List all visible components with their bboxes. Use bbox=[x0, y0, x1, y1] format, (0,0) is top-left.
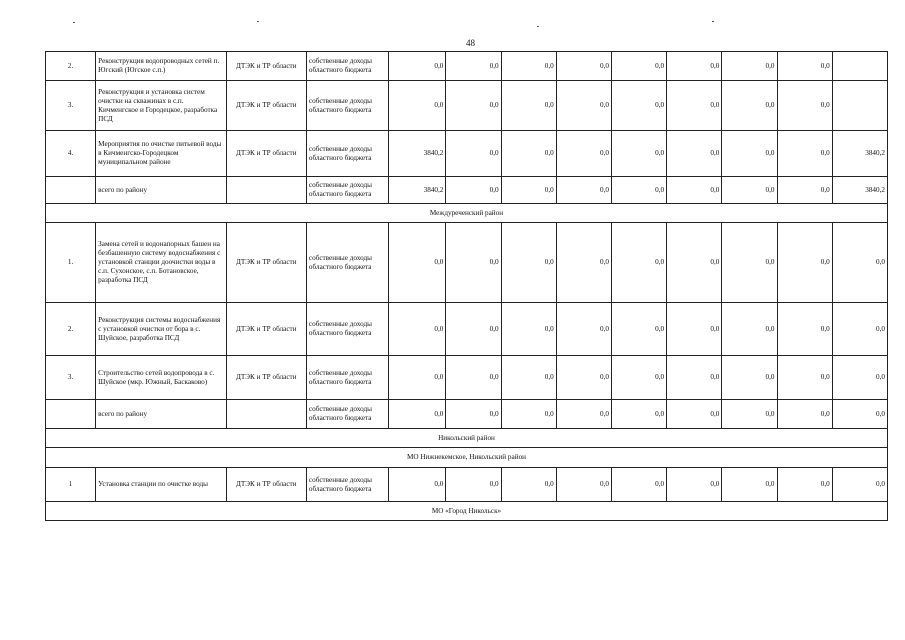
amount-cell: 0,0 bbox=[832, 468, 887, 502]
amount-cell: 0,0 bbox=[777, 223, 832, 303]
scan-speck bbox=[257, 21, 259, 22]
scan-speck bbox=[537, 26, 539, 27]
amount-cell: 0,0 bbox=[722, 223, 777, 303]
amount-cell: 0,0 bbox=[501, 303, 556, 356]
amount-cell: 0,0 bbox=[667, 303, 722, 356]
amount-cell: 0,0 bbox=[611, 400, 666, 429]
table-row bbox=[46, 52, 888, 81]
amount-cell: 0,0 bbox=[832, 356, 887, 400]
executor bbox=[226, 177, 306, 204]
amount-cell: 0,0 bbox=[777, 356, 832, 400]
amount-cell: 0,0 bbox=[611, 52, 666, 81]
amount-cell: 0,0 bbox=[556, 131, 611, 177]
funding-source: собственные доходы областного бюджета bbox=[306, 223, 388, 303]
amount-cell: 0,0 bbox=[389, 468, 446, 502]
amount-cell: 0,0 bbox=[446, 131, 501, 177]
section-title: Никольский район bbox=[46, 429, 888, 448]
amount-cell: 0,0 bbox=[611, 81, 666, 131]
section-row bbox=[46, 502, 888, 521]
activity-name: Строительство сетей водопровода в с. Шуйское (мкр. Южный, Баскаково) bbox=[96, 356, 226, 400]
amount-cell: 0,0 bbox=[389, 223, 446, 303]
amount-cell: 0,0 bbox=[832, 223, 887, 303]
amount-cell: 0,0 bbox=[667, 356, 722, 400]
scan-speck bbox=[73, 22, 75, 23]
row-number: 2. bbox=[46, 52, 96, 81]
table-row bbox=[46, 81, 888, 131]
amount-cell: 0,0 bbox=[446, 52, 501, 81]
activity-name: Реконструкция и установка систем очистки на скважинах в с.п. Кичменгское и Городецкое, разработка ПСД bbox=[96, 81, 226, 131]
budget-table bbox=[45, 51, 888, 521]
row-number: 1. bbox=[46, 223, 96, 303]
amount-cell: 0,0 bbox=[556, 81, 611, 131]
amount-cell: 0,0 bbox=[556, 52, 611, 81]
amount-cell: 0,0 bbox=[556, 468, 611, 502]
amount-cell: 0,0 bbox=[722, 177, 777, 204]
table-row bbox=[46, 400, 888, 429]
table-row bbox=[46, 356, 888, 400]
amount-cell: 0,0 bbox=[446, 356, 501, 400]
executor: ДТЭК и ТР области bbox=[226, 81, 306, 131]
amount-cell: 0,0 bbox=[611, 177, 666, 204]
executor: ДТЭК и ТР области bbox=[226, 223, 306, 303]
amount-cell: 0,0 bbox=[667, 52, 722, 81]
amount-cell: 0,0 bbox=[389, 400, 446, 429]
scan-speck bbox=[712, 21, 714, 22]
amount-cell: 0,0 bbox=[777, 400, 832, 429]
amount-cell: 3840,2 bbox=[389, 177, 446, 204]
amount-cell: 0,0 bbox=[501, 356, 556, 400]
section-title: Междуреченский район bbox=[46, 204, 888, 223]
amount-cell: 0,0 bbox=[722, 131, 777, 177]
amount-cell: 0,0 bbox=[556, 303, 611, 356]
amount-cell: 0,0 bbox=[667, 468, 722, 502]
funding-source: собственные доходы областного бюджета bbox=[306, 177, 388, 204]
amount-cell: 0,0 bbox=[501, 223, 556, 303]
amount-cell: 0,0 bbox=[611, 223, 666, 303]
row-number: 2. bbox=[46, 303, 96, 356]
activity-name: Реконструкция водопроводных сетей п. Югский (Югское с.п.) bbox=[96, 52, 226, 81]
amount-cell: 0,0 bbox=[611, 356, 666, 400]
executor bbox=[226, 400, 306, 429]
funding-source: собственные доходы областного бюджета bbox=[306, 468, 388, 502]
row-number bbox=[46, 177, 96, 204]
row-number: 3. bbox=[46, 356, 96, 400]
table-row bbox=[46, 303, 888, 356]
amount-cell: 0,0 bbox=[556, 400, 611, 429]
amount-cell: 0,0 bbox=[722, 81, 777, 131]
amount-cell: 0,0 bbox=[667, 223, 722, 303]
table-row bbox=[46, 131, 888, 177]
row-number: 3. bbox=[46, 81, 96, 131]
activity-name: всего по району bbox=[96, 400, 226, 429]
page-number: 48 bbox=[466, 38, 475, 48]
amount-cell: 0,0 bbox=[389, 303, 446, 356]
amount-cell: 3840,2 bbox=[832, 177, 887, 204]
amount-cell: 0,0 bbox=[446, 223, 501, 303]
funding-source: собственные доходы областного бюджета bbox=[306, 52, 388, 81]
amount-cell: 0,0 bbox=[667, 177, 722, 204]
amount-cell: 3840,2 bbox=[832, 131, 887, 177]
amount-cell: 0,0 bbox=[777, 303, 832, 356]
amount-cell: 3840,2 bbox=[389, 131, 446, 177]
funding-source: собственные доходы областного бюджета bbox=[306, 356, 388, 400]
section-row bbox=[46, 204, 888, 223]
amount-cell: 0,0 bbox=[722, 303, 777, 356]
executor: ДТЭК и ТР области bbox=[226, 468, 306, 502]
table-row bbox=[46, 468, 888, 502]
amount-cell: 0,0 bbox=[832, 303, 887, 356]
amount-cell bbox=[832, 81, 887, 131]
amount-cell: 0,0 bbox=[446, 177, 501, 204]
amount-cell: 0,0 bbox=[611, 131, 666, 177]
amount-cell: 0,0 bbox=[501, 131, 556, 177]
amount-cell: 0,0 bbox=[777, 177, 832, 204]
amount-cell: 0,0 bbox=[556, 223, 611, 303]
amount-cell: 0,0 bbox=[722, 52, 777, 81]
amount-cell: 0,0 bbox=[446, 400, 501, 429]
activity-name: всего по району bbox=[96, 177, 226, 204]
amount-cell: 0,0 bbox=[667, 131, 722, 177]
amount-cell: 0,0 bbox=[556, 356, 611, 400]
section-row bbox=[46, 429, 888, 448]
activity-name: Установка станции по очистке воды bbox=[96, 468, 226, 502]
amount-cell bbox=[832, 52, 887, 81]
amount-cell: 0,0 bbox=[389, 81, 446, 131]
executor: ДТЭК и ТР области bbox=[226, 131, 306, 177]
row-number: 4. bbox=[46, 131, 96, 177]
amount-cell: 0,0 bbox=[777, 131, 832, 177]
amount-cell: 0,0 bbox=[722, 468, 777, 502]
amount-cell: 0,0 bbox=[446, 468, 501, 502]
amount-cell: 0,0 bbox=[389, 356, 446, 400]
activity-name: Мероприятия по очистке питьевой воды в Кичменгско-Городецком муниципальном районе bbox=[96, 131, 226, 177]
amount-cell: 0,0 bbox=[667, 400, 722, 429]
funding-source: собственные доходы областного бюджета bbox=[306, 400, 388, 429]
amount-cell: 0,0 bbox=[667, 81, 722, 131]
amount-cell: 0,0 bbox=[611, 303, 666, 356]
amount-cell: 0,0 bbox=[501, 400, 556, 429]
activity-name: Реконструкция системы водоснабжения с установкой очистки от бора в с. Шуйское, разработка ПСД bbox=[96, 303, 226, 356]
amount-cell: 0,0 bbox=[611, 468, 666, 502]
row-number: 1 bbox=[46, 468, 96, 502]
amount-cell: 0,0 bbox=[501, 81, 556, 131]
amount-cell: 0,0 bbox=[777, 81, 832, 131]
amount-cell: 0,0 bbox=[501, 177, 556, 204]
section-title: МО «Город Никольск» bbox=[46, 502, 888, 521]
funding-source: собственные доходы областного бюджета bbox=[306, 131, 388, 177]
executor: ДТЭК и ТР области bbox=[226, 356, 306, 400]
amount-cell: 0,0 bbox=[389, 52, 446, 81]
amount-cell: 0,0 bbox=[777, 468, 832, 502]
amount-cell: 0,0 bbox=[556, 177, 611, 204]
amount-cell: 0,0 bbox=[722, 356, 777, 400]
section-title: МО Нижнекемское, Никольский район bbox=[46, 448, 888, 468]
amount-cell: 0,0 bbox=[446, 303, 501, 356]
funding-source: собственные доходы областного бюджета bbox=[306, 81, 388, 131]
amount-cell: 0,0 bbox=[446, 81, 501, 131]
amount-cell: 0,0 bbox=[777, 52, 832, 81]
table-row bbox=[46, 177, 888, 204]
amount-cell: 0,0 bbox=[501, 468, 556, 502]
funding-source: собственные доходы областного бюджета bbox=[306, 303, 388, 356]
row-number bbox=[46, 400, 96, 429]
amount-cell: 0,0 bbox=[722, 400, 777, 429]
activity-name: Замена сетей и водонапорных башен на безбашенную систему водоснабжения с установкой станции доочистки воды в с.п. Сухонское, с.п. Ботановское, разработка ПСД bbox=[96, 223, 226, 303]
executor: ДТЭК и ТР области bbox=[226, 52, 306, 81]
section-row bbox=[46, 448, 888, 468]
amount-cell: 0,0 bbox=[501, 52, 556, 81]
executor: ДТЭК и ТР области bbox=[226, 303, 306, 356]
amount-cell: 0,0 bbox=[832, 400, 887, 429]
table-row bbox=[46, 223, 888, 303]
